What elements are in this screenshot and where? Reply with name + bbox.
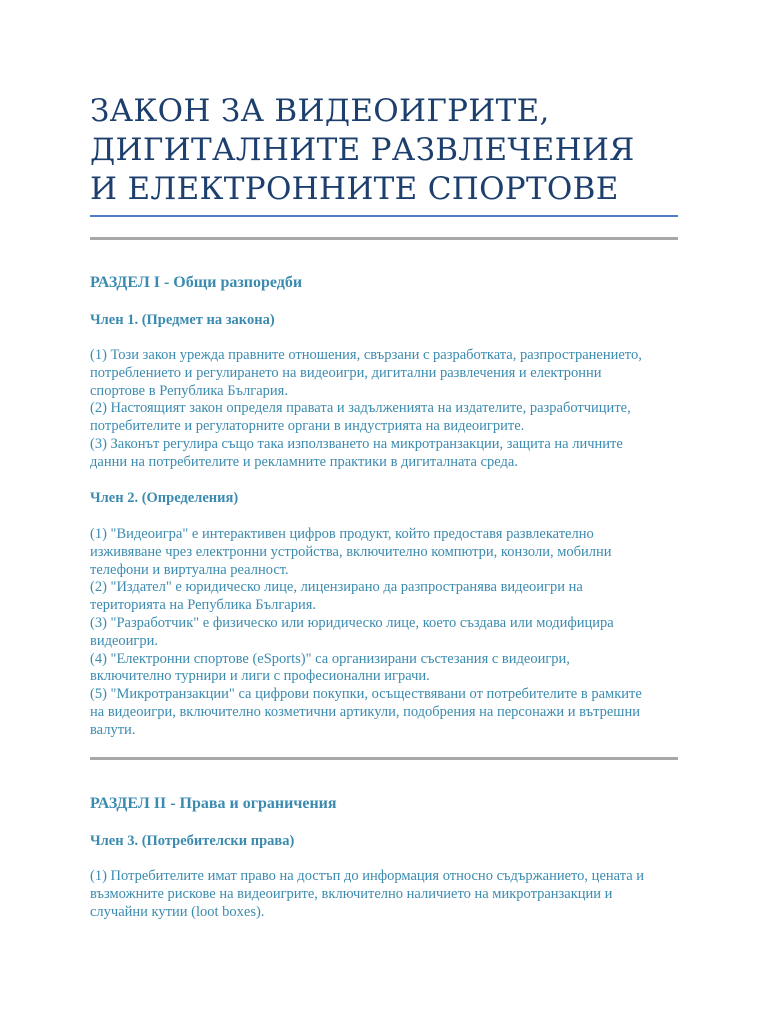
text-line: включително турнири и лиги с професионални играчи.	[90, 668, 430, 685]
article-heading: Член 1. (Предмет на закона)	[90, 312, 275, 328]
document-title	[90, 92, 690, 209]
text-line: (1) Потребителите имат право на достъп до информация относно съдържанието, цената и	[90, 868, 645, 884]
text-line: потреблението и регулирането на видеоигри, дигитални развлечения и електронни	[90, 364, 602, 381]
text-line: (2) "Издател" е юридическо лице, лицензирано да разпространява видеоигри на	[90, 579, 583, 596]
title-line: ДИГИТАЛНИТЕ РАЗВЛЕЧЕНИЯ	[90, 132, 635, 168]
text-line: телефони и виртуална реалност.	[90, 561, 289, 578]
text-line: случайни кутии (loot boxes).	[90, 903, 265, 920]
text-line: възможните рискове на видеоигрите, включително наличието на микротранзакции и	[90, 885, 613, 902]
text-line: (2) Настоящият закон определя правата и задълженията на издателите, разработчиците,	[90, 400, 631, 417]
text-line: на видеоигри, включително козметични артикули, подобрения на персонажи и вътрешни	[90, 703, 640, 720]
section-heading: РАЗДЕЛ II - Права и ограничения	[90, 795, 337, 812]
text-line: видеоигри.	[90, 632, 159, 649]
divider	[90, 757, 678, 760]
text-line: спортове в Република България.	[90, 382, 288, 399]
text-line: (5) "Микротранзакции" са цифрови покупки, осъществявани от потребителите в рамките	[90, 686, 642, 703]
title-line: И ЕЛЕКТРОННИТЕ СПОРТОВЕ	[90, 171, 619, 207]
text-line: (1) Този закон урежда правните отношения, свързани с разработката, разпространението,	[90, 347, 642, 363]
article-heading: Член 3. (Потребителски права)	[90, 833, 295, 849]
text-line: (4) "Електронни спортове (eSports)" са организирани състезания с видеоигри,	[90, 650, 570, 667]
title-line: ЗАКОН ЗА ВИДЕОИГРИТЕ,	[90, 93, 550, 129]
divider	[90, 237, 678, 240]
text-line: (1) "Видеоигра" е интерактивен цифров продукт, който предоставя развлекателно	[90, 526, 594, 542]
text-line: територията на Република България.	[90, 597, 317, 614]
text-line: изживяване чрез електронни устройства, включително компютри, конзоли, мобилни	[90, 543, 612, 560]
text-line: потребителите и регулаторните органи в индустрията на видеоигрите.	[90, 418, 525, 435]
text-line: (3) Законът регулира също така използването на микротранзакции, защита на личните	[90, 435, 623, 452]
article-body	[90, 868, 690, 921]
article-body	[90, 347, 690, 472]
text-line: валути.	[90, 721, 136, 738]
section-heading: РАЗДЕЛ I - Общи разпоредби	[90, 274, 303, 291]
article-body	[90, 526, 690, 740]
text-line: данни на потребителите и рекламните практики в дигиталната среда.	[90, 453, 518, 470]
text-line: (3) "Разработчик" е физическо или юридическо лице, което създава или модифицира	[90, 614, 614, 631]
title-underline	[90, 215, 678, 217]
article-heading: Член 2. (Определения)	[90, 490, 239, 506]
